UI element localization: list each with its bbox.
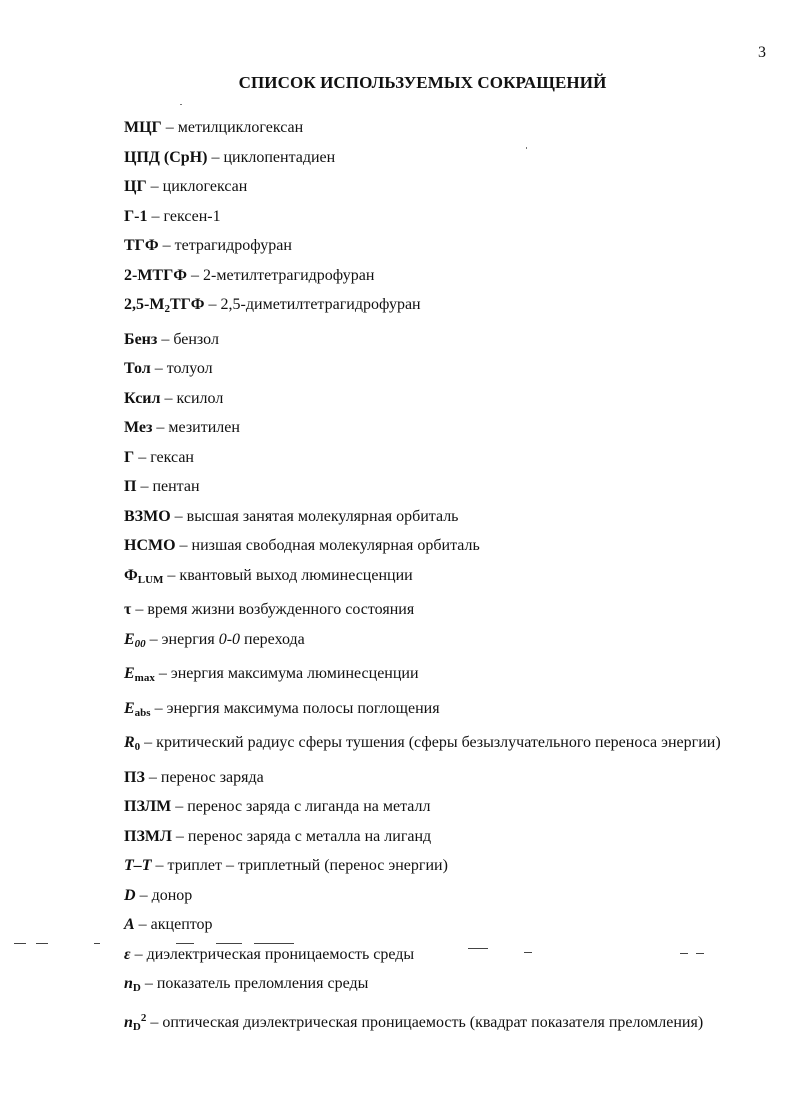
separator-dash: – [179, 537, 188, 554]
scan-noise-line [176, 943, 194, 944]
scan-noise-line [680, 953, 688, 954]
abbreviation-item [124, 969, 770, 1004]
scan-noise-line [216, 943, 242, 944]
scan-noise-line [524, 952, 532, 953]
term-subscript: 00 [134, 637, 146, 650]
abbreviation-term: Г-1 [124, 207, 148, 225]
abbreviation-term: ПЗЛМ [124, 798, 172, 815]
abbreviation-item [124, 261, 770, 291]
scan-noise-line [468, 948, 488, 949]
definition-text: перехода [240, 630, 305, 648]
term-subscript: LUM [137, 573, 164, 586]
definition-text: энергия [161, 630, 219, 648]
abbreviation-item [124, 595, 770, 625]
abbreviation-definition: акцептор [150, 916, 213, 933]
separator-dash: – [134, 945, 143, 963]
abbreviation-item [124, 1004, 770, 1043]
separator-dash: – [151, 207, 160, 225]
term-subscript: max [134, 672, 155, 684]
separator-dash: – [148, 768, 157, 786]
abbreviation-term: ВЗМО [124, 507, 171, 525]
separator-dash: – [138, 448, 147, 466]
separator-dash: – [154, 360, 163, 377]
definition-italic: 0-0 [218, 630, 241, 648]
abbreviation-term [124, 975, 141, 992]
abbreviation-item [124, 561, 770, 596]
abbreviation-term: ЦПД (CpH) [124, 148, 208, 166]
abbreviation-item [124, 851, 770, 881]
abbreviation-item [124, 502, 770, 532]
abbreviation-definition: энергия максимума люминесценции [170, 665, 419, 682]
abbreviation-definition: оптическая диэлектрическая проницаемость (квадрат показателя преломления) [162, 1013, 704, 1031]
term-superscript: 2 [140, 1011, 147, 1024]
separator-dash: – [149, 630, 158, 648]
abbreviation-definition: циклогексан [162, 178, 248, 195]
abbreviation-term: T–T [124, 857, 152, 874]
scan-noise-line [36, 943, 48, 944]
separator-dash: – [156, 419, 165, 436]
abbreviation-term: ε [124, 945, 131, 963]
abbreviation-definition: критический радиус сферы тушения (сферы безызлучательного переноса энергии) [156, 734, 721, 751]
abbreviation-definition: перенос заряда с лиганда на металл [187, 798, 431, 815]
abbreviation-definition: показатель преломления среды [156, 975, 369, 992]
term-symbol: E [124, 665, 135, 682]
abbreviation-definition: пентан [152, 478, 200, 495]
term-subscript: 2 [164, 303, 170, 315]
abbreviation-term: A [124, 916, 135, 933]
separator-dash: – [154, 699, 163, 717]
term-subscript: D [132, 1020, 141, 1033]
scan-noise-line [14, 943, 26, 944]
abbreviation-definition: триплет – триплетный (перенос энергии) [167, 857, 448, 874]
separator-dash: – [165, 119, 174, 136]
abbreviation-term [124, 734, 140, 751]
scan-speck [526, 147, 527, 149]
abbreviation-term [124, 631, 146, 648]
separator-dash: – [211, 148, 220, 166]
abbreviation-item [124, 325, 770, 355]
abbreviation-item [124, 694, 770, 729]
separator-dash: – [150, 178, 159, 195]
term-symbol: E [124, 699, 135, 717]
abbreviation-list [124, 113, 770, 1042]
abbreviation-term: 2-МТГФ [124, 266, 188, 284]
term-prefix: 2,5-M [124, 296, 165, 313]
separator-dash: – [175, 798, 184, 815]
abbreviation-definition: циклопентадиен [223, 148, 336, 166]
abbreviation-term: Ксил [124, 389, 161, 407]
separator-dash: – [138, 916, 147, 933]
scan-noise-line [254, 943, 294, 944]
abbreviation-definition: время жизни возбужденного состояния [147, 601, 415, 618]
abbreviation-item [124, 472, 770, 502]
abbreviation-item [124, 792, 770, 822]
abbreviation-term: τ [124, 601, 132, 618]
abbreviation-definition: тетрагидрофуран [174, 237, 292, 254]
separator-dash: – [161, 330, 170, 348]
separator-dash: – [139, 886, 148, 904]
separator-dash: – [155, 857, 164, 874]
abbreviation-item [124, 443, 770, 473]
abbreviation-term: ТГФ [124, 237, 159, 254]
abbreviation-item [124, 172, 770, 202]
abbreviation-term: МЦГ [124, 119, 162, 136]
abbreviation-definition: донор [151, 886, 193, 904]
abbreviation-definition: 2-метилтетрагидрофуран [203, 266, 375, 284]
abbreviation-definition: гексен-1 [163, 207, 221, 225]
term-subscript: abs [134, 706, 151, 719]
abbreviation-definition: бензол [173, 330, 219, 348]
term-symbol: R [124, 734, 135, 751]
abbreviation-definition: диэлектрическая проницаемость среды [146, 945, 415, 963]
abbreviation-term: ПЗ [124, 768, 145, 786]
abbreviation-term [124, 700, 151, 717]
scan-speck [180, 104, 182, 105]
abbreviation-item [124, 659, 770, 694]
term-symbol: n [124, 975, 133, 992]
abbreviation-item [124, 231, 770, 261]
abbreviation-definition: перенос заряда [160, 768, 264, 786]
separator-dash: – [150, 1013, 159, 1031]
abbreviation-term: ЦГ [124, 178, 147, 195]
abbreviation-item [124, 143, 770, 173]
abbreviation-item [124, 384, 770, 414]
abbreviation-definition: 2,5-диметилтетрагидрофуран [220, 296, 421, 313]
page-title: СПИСОК ИСПОЛЬЗУЕМЫХ СОКРАЩЕНИЙ [238, 73, 607, 92]
abbreviation-term: D [124, 886, 136, 904]
abbreviation-item [124, 881, 770, 911]
separator-dash: – [144, 734, 153, 751]
abbreviation-item [124, 531, 770, 561]
abbreviation-term: Г [124, 448, 135, 466]
term-suffix: ТГФ [169, 296, 205, 313]
abbreviation-item [124, 113, 770, 143]
page-number: 3 [758, 44, 766, 61]
abbreviation-item [124, 910, 770, 940]
abbreviation-item [124, 728, 770, 763]
abbreviation-definition [162, 631, 305, 648]
separator-dash: – [208, 296, 217, 313]
abbreviation-definition: перенос заряда с металла на лиганд [187, 827, 432, 845]
abbreviation-definition: высшая занятая молекулярная орбиталь [186, 507, 459, 525]
separator-dash: – [164, 389, 173, 407]
separator-dash: – [174, 507, 183, 525]
abbreviation-item [124, 202, 770, 232]
separator-dash: – [144, 975, 153, 992]
abbreviation-item [124, 290, 770, 325]
term-symbol: Ф [124, 566, 138, 584]
abbreviation-term [124, 665, 155, 682]
abbreviation-term: Бенз [124, 330, 158, 348]
scan-noise-line [696, 953, 704, 954]
separator-dash: – [162, 237, 171, 254]
term-subscript: 0 [134, 741, 141, 753]
abbreviation-definition: квантовый выход люминесценции [179, 566, 413, 584]
abbreviation-term: ПЗМЛ [124, 827, 172, 845]
abbreviation-item [124, 763, 770, 793]
term-symbol: E [124, 630, 135, 648]
separator-dash: – [175, 827, 184, 845]
term-subscript: D [132, 982, 141, 994]
abbreviation-definition: энергия максимума полосы поглощения [166, 699, 440, 717]
abbreviation-term: Тол [124, 360, 151, 377]
separator-dash: – [191, 266, 200, 284]
separator-dash: – [135, 601, 144, 618]
abbreviation-definition: ксилол [176, 389, 224, 407]
abbreviation-term: Мез [124, 419, 153, 436]
abbreviation-definition: гексан [150, 448, 194, 466]
abbreviation-term: НСМО [124, 537, 176, 554]
scan-noise-line [94, 943, 100, 944]
separator-dash: – [167, 566, 176, 584]
abbreviation-term [124, 567, 163, 584]
abbreviation-item [124, 354, 770, 384]
abbreviation-item [124, 822, 770, 852]
separator-dash: – [140, 478, 149, 495]
term-symbol: n [124, 1013, 133, 1031]
abbreviation-definition: низшая свободная молекулярная орбиталь [191, 537, 480, 554]
abbreviation-term [124, 296, 205, 313]
abbreviation-item [124, 625, 770, 660]
abbreviation-definition: метилциклогексан [177, 119, 304, 136]
separator-dash: – [158, 665, 167, 682]
abbreviation-term: П [124, 478, 137, 495]
abbreviation-definition: толуол [166, 360, 213, 377]
abbreviation-definition: мезитилен [168, 419, 240, 436]
abbreviation-item [124, 413, 770, 443]
abbreviation-term [124, 1011, 147, 1033]
